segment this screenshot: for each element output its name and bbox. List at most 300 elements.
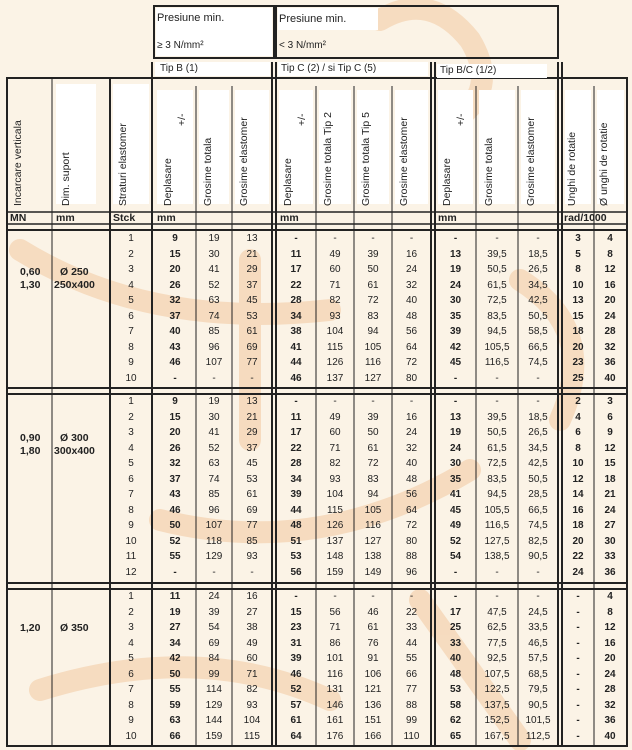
group1-load-2: 1,30 (20, 279, 41, 291)
table-cell: 85 (246, 535, 258, 547)
table-cell: - (453, 566, 458, 578)
table-cell: 12 (572, 473, 584, 485)
table-cell: 56 (329, 606, 341, 618)
group-label-tip-bc: Tip B/C (1/2) (440, 65, 497, 76)
table-cell: 41 (208, 427, 220, 438)
group2-dim-2: 300x400 (54, 445, 95, 457)
table-cell: 33,5 (528, 622, 548, 633)
group-label-tip-b: Tip B (1) (160, 63, 198, 74)
table-cell: 3 (607, 396, 613, 407)
table-cell: 57,5 (528, 653, 548, 664)
table-cell: 48 (405, 310, 418, 322)
table-cell: 52 (208, 442, 220, 454)
table-cell: 138,5 (484, 551, 510, 562)
table-cell: 82 (246, 684, 258, 695)
table-cell: 127 (364, 535, 382, 547)
table-cell: 90,5 (528, 699, 548, 711)
table-cell: 22 (572, 551, 584, 562)
table-cell: - (173, 372, 177, 384)
table-cell: 93 (246, 699, 258, 711)
table-cell: 77 (405, 684, 418, 695)
table-cell: 20 (604, 295, 616, 306)
table-cell: 50 (169, 668, 181, 680)
table-cell: 136 (364, 699, 382, 711)
table-cell: - (250, 372, 254, 384)
table-cell: 83 (367, 310, 379, 322)
table-cell: 21 (246, 248, 258, 260)
col-header-dim: Dim. suport (60, 152, 72, 206)
table-cell: 46 (290, 668, 302, 680)
table-cell: 137 (326, 535, 344, 547)
table-cell: 66,5 (528, 504, 548, 516)
table-cell: 96 (208, 504, 220, 516)
table-cell: 45 (246, 295, 258, 306)
col-header-b-deplasare: Deplasare (162, 158, 174, 206)
table-cell: 48 (449, 668, 462, 680)
table-cell: - (495, 591, 499, 602)
table-cell: 55 (169, 551, 181, 562)
table-cell: - (536, 591, 540, 602)
table-cell: 19 (169, 606, 181, 618)
table-cell: 99 (405, 715, 418, 726)
table-cell: 83 (367, 473, 379, 485)
table-cell: 39,5 (487, 411, 507, 423)
table-cell: 40 (604, 372, 616, 384)
table-cell: 148 (326, 551, 344, 562)
layer-count-cell: 5 (128, 458, 134, 469)
table-cell: - (371, 396, 375, 407)
col-header-layers: Straturi elastomer (117, 123, 129, 206)
table-cell: 34 (290, 473, 302, 485)
table-cell: 116 (327, 668, 343, 680)
table-cell: - (495, 372, 499, 384)
layer-count-cell: 9 (128, 357, 134, 368)
layer-count-cell: 7 (128, 326, 134, 337)
layer-count-cell: 8 (128, 504, 134, 516)
table-cell: 45 (246, 458, 258, 469)
table-cell: - (453, 233, 458, 244)
layer-count-cell: 4 (128, 279, 134, 291)
table-cell: - (294, 591, 298, 602)
table-cell: 40 (604, 730, 616, 742)
table-cell: 51 (290, 535, 302, 547)
table-cell: 31 (290, 637, 302, 649)
table-cell: 54 (449, 551, 462, 562)
table-cell: 38 (290, 326, 302, 337)
col-header-load: Incarcare verticala (12, 120, 24, 206)
table-cell: 49 (449, 520, 462, 531)
table-cell: 6 (607, 411, 613, 423)
col-header-bc-sign: +/- (455, 113, 467, 126)
table-cell: 34 (290, 310, 302, 322)
table-cell: 12 (604, 442, 616, 454)
table-cell: - (333, 396, 337, 407)
table-cell: - (576, 730, 580, 742)
table-cell: - (333, 591, 337, 602)
table-cell: 96 (208, 341, 220, 353)
table-cell: 40 (169, 326, 181, 337)
table-cell: 45 (449, 504, 462, 516)
table-cell: 33 (449, 637, 462, 649)
table-cell: - (371, 233, 375, 244)
table-cell: 22 (290, 442, 302, 454)
table-cell: 13 (246, 233, 258, 244)
table-cell: 71 (246, 668, 258, 680)
table-cell: 83,5 (487, 310, 507, 322)
group2-load-2: 1,80 (20, 445, 41, 457)
table-cell: 21 (604, 489, 616, 500)
table-cell: 15 (169, 248, 181, 260)
layer-count-cell: 1 (128, 591, 134, 602)
table-cell: 27 (604, 520, 616, 531)
table-cell: 39 (367, 248, 379, 260)
table-cell: 77 (246, 520, 258, 531)
table-cell: 45 (449, 357, 462, 368)
table-cell: 32 (169, 295, 181, 306)
table-cell: 105 (364, 504, 382, 516)
table-cell: - (409, 233, 414, 244)
table-cell: 69 (246, 504, 258, 516)
table-cell: 27 (246, 606, 258, 618)
table-cell: 37 (169, 473, 181, 485)
table-cell: 40 (405, 295, 418, 306)
table-cell: 24 (405, 427, 418, 438)
table-cell: - (495, 566, 499, 578)
layer-count-cell: 1 (128, 396, 134, 407)
table-cell: 15 (290, 606, 302, 618)
group-label-tip-c: Tip C (2) / si Tip C (5) (281, 63, 377, 74)
table-cell: 50,5 (487, 427, 507, 438)
table-cell: 94,5 (487, 489, 507, 500)
layer-count-cell: 5 (128, 295, 134, 306)
group1-dim-1: Ø 250 (60, 266, 89, 278)
table-cell: - (576, 715, 580, 726)
table-cell: 35 (449, 310, 462, 322)
table-cell: 16 (405, 411, 418, 423)
table-cell: 94,5 (487, 326, 507, 337)
table-cell: - (536, 566, 540, 578)
table-cell: - (576, 591, 580, 602)
table-cell: 37 (246, 279, 258, 291)
table-cell: 159 (326, 566, 344, 578)
table-cell: 55 (169, 684, 181, 695)
table-cell: - (576, 699, 580, 711)
table-cell: 20 (604, 653, 616, 664)
table-cell: 92,5 (487, 653, 507, 664)
table-cell: 93 (329, 310, 341, 322)
table-cell: 49 (329, 248, 341, 260)
table-cell: 104 (243, 715, 261, 726)
table-cell: 18,5 (528, 411, 548, 423)
table-cell: 29 (246, 264, 258, 275)
table-cell: 72,5 (487, 295, 507, 306)
layer-count-cell: 6 (128, 668, 134, 680)
table-cell: 115 (327, 341, 343, 353)
table-cell: 66,5 (528, 341, 548, 353)
table-cell: 40 (449, 653, 462, 664)
group2-dim-1: Ø 300 (60, 432, 89, 444)
table-cell: 16 (572, 504, 584, 516)
table-cell: 56 (405, 489, 418, 500)
layer-count-cell: 2 (128, 248, 134, 260)
table-cell: 72 (367, 458, 379, 469)
table-cell: 19 (208, 396, 220, 407)
layer-count-cell: 9 (128, 715, 134, 726)
table-cell: 28 (604, 326, 616, 337)
unit-bc: mm (438, 212, 457, 224)
table-cell: 30 (449, 458, 462, 469)
table-cell: 161 (326, 715, 344, 726)
table-cell: 62,5 (487, 622, 507, 633)
table-cell: 32 (169, 458, 181, 469)
table-cell: 37 (169, 310, 181, 322)
table-cell: 30 (208, 411, 220, 423)
table-cell: 53 (290, 551, 302, 562)
table-cell: 79,5 (528, 684, 548, 695)
table-cell: 42 (449, 341, 462, 353)
table-cell: 42,5 (528, 458, 548, 469)
table-cell: 28 (290, 458, 302, 469)
table-cell: 39 (367, 411, 379, 423)
table-cell: 23 (572, 357, 584, 368)
pressure-c-value: < 3 N/mm² (279, 40, 326, 51)
col-header-c-sign: +/- (296, 113, 308, 126)
table-cell: 126 (326, 520, 344, 531)
table-cell: 24,5 (528, 606, 548, 618)
table-cell: 107,5 (484, 668, 510, 680)
table-cell: 91 (367, 653, 379, 664)
table-cell: 50 (367, 427, 379, 438)
table-cell: 60 (329, 264, 341, 275)
pressure-b-value: ≥ 3 N/mm² (157, 40, 204, 51)
table-cell: 24 (604, 504, 616, 516)
table-cell: 8 (575, 442, 581, 454)
table-cell: 85 (208, 489, 220, 500)
col-header-bc-deplasare: Deplasare (441, 158, 453, 206)
layer-count-cell: 12 (125, 566, 137, 578)
table-cell: 30 (604, 535, 616, 547)
table-cell: 72 (405, 357, 418, 368)
table-cell: 16 (604, 279, 616, 291)
pressure-c-title: Presiune min. (279, 13, 347, 25)
table-cell: 30 (208, 248, 220, 260)
table-cell: 39 (208, 606, 220, 618)
table-cell: 19 (208, 233, 220, 244)
table-cell: 26,5 (528, 264, 548, 275)
table-cell: 93 (329, 473, 341, 485)
table-cell: 11 (169, 591, 181, 602)
layer-count-cell: 8 (128, 699, 134, 711)
table-cell: 82 (329, 295, 341, 306)
table-cell: 88 (405, 551, 418, 562)
table-cell: - (294, 396, 298, 407)
table-cell: 23 (290, 622, 302, 633)
table-cell: 61,5 (487, 442, 507, 454)
layer-count-cell: 6 (128, 310, 134, 322)
col-header-bc-grosime-totala: Grosime totala (483, 137, 495, 206)
table-cell: 16 (246, 591, 258, 602)
group3-load-1: 1,20 (20, 622, 41, 634)
table-cell: 116 (365, 357, 381, 368)
table-cell: 167,5 (484, 730, 510, 742)
table-cell: 37 (246, 442, 258, 454)
table-cell: 52 (169, 535, 181, 547)
table-cell: 6 (575, 427, 581, 438)
table-cell: 20 (169, 427, 181, 438)
table-cell: 9 (172, 233, 178, 244)
table-cell: 47,5 (487, 606, 507, 618)
table-cell: 62 (449, 715, 462, 726)
table-cell: - (536, 372, 540, 384)
table-cell: 46,5 (528, 637, 548, 649)
table-cell: 69 (246, 341, 258, 353)
table-cell: 22 (290, 279, 302, 291)
unit-b: mm (157, 212, 176, 224)
table-cell: 61 (367, 442, 379, 454)
table-cell: 56 (405, 326, 418, 337)
table-cell: 56 (290, 566, 302, 578)
table-cell: 32 (604, 699, 616, 711)
table-cell: 115 (327, 504, 343, 516)
table-cell: 52 (449, 535, 462, 547)
col-header-unghi-rotatie-diam: Ø unghi de rotatie (598, 122, 610, 206)
table-cell: - (576, 653, 580, 664)
table-cell: 15 (572, 310, 584, 322)
table-cell: 39 (290, 653, 302, 664)
table-cell: 61,5 (487, 279, 507, 291)
table-cell: 85 (208, 326, 220, 337)
table-cell: 105,5 (484, 504, 510, 516)
table-cell: - (409, 591, 414, 602)
table-cell: 94 (367, 489, 379, 500)
table-cell: 20 (572, 341, 584, 353)
table-cell: 20 (572, 535, 584, 547)
table-cell: 3 (575, 233, 581, 244)
table-cell: 71 (329, 442, 341, 454)
table-cell: 10 (572, 279, 584, 291)
table-cell: 18 (572, 520, 584, 531)
table-cell: 60 (246, 653, 258, 664)
layer-count-cell: 2 (128, 411, 134, 423)
table-cell: 131 (326, 684, 344, 695)
col-header-c-deplasare: Deplasare (282, 158, 294, 206)
table-cell: 68,5 (528, 668, 548, 680)
table-cell: 53 (246, 310, 258, 322)
col-header-unghi-rotatie: Unghi de rotatie (566, 131, 578, 206)
table-cell: 104 (326, 326, 344, 337)
table-cell: 74 (208, 310, 220, 322)
group2-load-1: 0,90 (20, 432, 41, 444)
table-cell: 64 (405, 341, 418, 353)
layer-count-cell: 3 (128, 264, 134, 275)
table-cell: 52 (290, 684, 302, 695)
layer-count-cell: 3 (128, 427, 134, 438)
table-cell: - (294, 233, 298, 244)
group1-dim-2: 250x400 (54, 279, 95, 291)
table-cell: - (371, 591, 375, 602)
table-cell: - (576, 684, 580, 695)
table-cell: 39,5 (487, 248, 507, 260)
table-cell: 26 (169, 279, 181, 291)
table-cell: 4 (575, 411, 581, 423)
col-header-b-grosime-totala: Grosime totala (202, 137, 214, 206)
table-cell: 63 (169, 715, 181, 726)
table-cell: 83,5 (487, 473, 507, 485)
table-cell: 112,5 (525, 730, 551, 742)
layer-count-cell: 9 (128, 520, 134, 531)
table-cell: 129 (205, 551, 223, 562)
table-cell: 101,5 (525, 715, 551, 726)
col-header-b-grosime-elastomer: Grosime elastomer (238, 117, 250, 206)
col-header-c-grosime-elastomer: Grosime elastomer (398, 117, 410, 206)
table-cell: 66 (405, 668, 418, 680)
group3-dim-1: Ø 350 (60, 622, 89, 634)
table-cell: 60 (329, 427, 341, 438)
table-cell: 32 (405, 442, 418, 454)
table-cell: 9 (172, 396, 178, 407)
layer-count-cell: 4 (128, 637, 134, 649)
table-cell: 50,5 (487, 264, 507, 275)
table-cell: 13 (572, 295, 584, 306)
table-cell: 16 (405, 248, 418, 260)
table-cell: 126 (326, 357, 344, 368)
table-cell: 116 (365, 520, 381, 531)
table-cell: 110 (403, 730, 420, 742)
unit-load: MN (10, 212, 27, 224)
layer-count-cell: 8 (128, 341, 134, 353)
table-cell: - (453, 591, 458, 602)
col-header-bc-grosime-elastomer: Grosime elastomer (525, 117, 537, 206)
table-cell: 5 (575, 248, 581, 260)
group1-load-1: 0,60 (20, 266, 41, 278)
table-cell: 50,5 (528, 473, 548, 485)
table-cell: 53 (449, 684, 462, 695)
table-cell: 24 (604, 668, 616, 680)
table-cell: 34,5 (528, 279, 548, 291)
table-cell: 50 (169, 520, 181, 531)
table-cell: 11 (290, 411, 302, 423)
table-cell: - (333, 233, 337, 244)
table-cell: 13 (449, 248, 462, 260)
table-cell: 122,5 (484, 684, 510, 695)
table-cell: 54 (208, 622, 220, 633)
table-cell: 80 (405, 535, 418, 547)
table-cell: 69 (208, 637, 220, 649)
table-cell: 17 (449, 606, 462, 618)
table-cell: 12 (604, 264, 616, 275)
table-cell: 115 (244, 730, 260, 742)
table-cell: 13 (246, 396, 258, 407)
table-cell: 40 (405, 458, 418, 469)
table-cell: - (250, 566, 254, 578)
table-cell: 159 (205, 730, 223, 742)
table-cell: 144 (205, 715, 223, 726)
table-cell: 99 (208, 668, 220, 680)
table-cell: 116,5 (484, 357, 510, 368)
table-cell: 84 (208, 653, 220, 664)
col-header-c-grosime-tip2: Grosime totala Tip 2 (322, 112, 334, 206)
table-cell: 63 (208, 458, 220, 469)
table-cell: 9 (607, 427, 613, 438)
table-cell: 42 (169, 653, 181, 664)
table-cell: 58 (449, 699, 462, 711)
table-cell: 46 (169, 504, 181, 516)
table-cell: 48 (405, 473, 418, 485)
table-cell: 46 (169, 357, 181, 368)
table-cell: 24 (208, 591, 220, 602)
table-cell: 18 (604, 473, 616, 485)
table-cell: 43 (169, 341, 181, 353)
